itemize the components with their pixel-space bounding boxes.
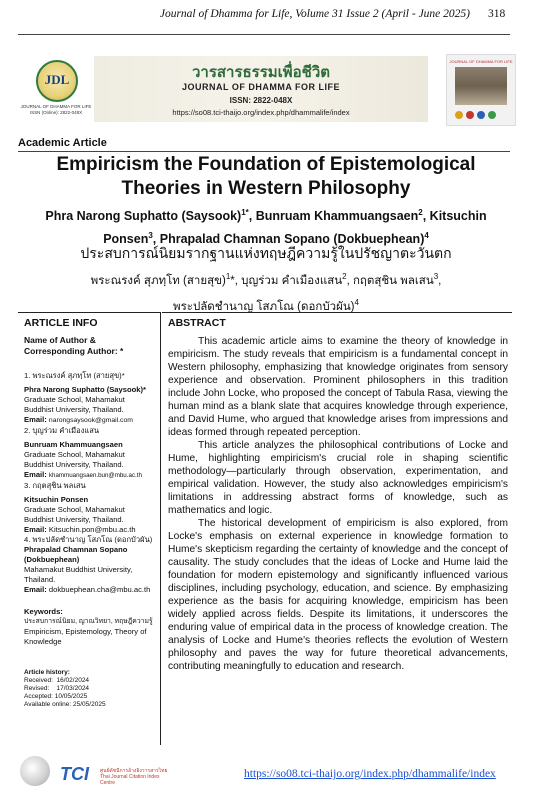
- author-email-line: [24, 415, 156, 426]
- thai-title: ประสบการณ์นิยมรากฐานแห่งทฤษฎีความรู้ในปรัชญาตะวันตก: [80, 245, 452, 261]
- email-label: Email:: [24, 470, 47, 479]
- banner-issn: ISSN: 2822-048X: [229, 96, 293, 105]
- author-name: , Kitsuchin Ponsen: [103, 209, 487, 247]
- author-thai-name: 3. กฤตสุชิน พลเสน: [24, 481, 86, 490]
- history-label: Article history:: [24, 669, 70, 676]
- author-sup: 1*: [241, 208, 249, 217]
- keywords-english: Empiricism, Epistemology, Theory of Knowledge: [24, 627, 147, 646]
- jdl-logo-text: JDL: [44, 72, 70, 87]
- history-received: Received: 16/02/2024: [24, 677, 90, 684]
- section-rule: [18, 151, 510, 152]
- email-label: Email:: [24, 585, 47, 594]
- author-name: Phra Narong Suphatto (Saysook)*: [24, 385, 146, 394]
- thai-author-sup: 1: [225, 272, 231, 281]
- author-email[interactable]: khammuangsaen.bun@mbu.ac.th: [48, 472, 142, 479]
- author-affiliation: Mahamakut Buddhist University, Thailand.: [24, 565, 133, 584]
- author-thai-name: 4. พระปลัดชำนาญ โสภโณ (ดอกบัวผัน): [24, 535, 153, 544]
- jdl-emblem-icon: [36, 60, 78, 102]
- journal-line: Journal of Dhamma for Life, Volume 31 Issue 2 (April - June 2025): [159, 8, 470, 20]
- jdl-logo: [18, 40, 94, 130]
- index-logo-icon: [488, 111, 496, 119]
- author-sup: 2: [418, 208, 423, 217]
- journal-cover-thumbnail: [446, 54, 516, 126]
- thai-author-star: *: [230, 274, 235, 287]
- logo-caption: JOURNAL OF DHAMMA FOR LIFE ISSN (Online): 2822-048X: [20, 104, 92, 115]
- author-name: Phra Narong Suphatto (Saysook): [45, 209, 242, 224]
- author-email[interactable]: Kitsuchin.pon@mbu.ac.th: [48, 525, 136, 534]
- abstract-body: [168, 335, 508, 673]
- running-header: [0, 8, 510, 20]
- author-affiliation: Graduate School, Mahamakut Buddhist University, Thailand.: [24, 395, 125, 414]
- author-email[interactable]: dokbuephean.cha@mbu.ac.th: [48, 585, 151, 594]
- thai-author: , บุญร่วม คำเมืองแสน: [234, 274, 343, 287]
- index-logo-icon: [466, 111, 474, 119]
- journal-banner: [18, 40, 514, 130]
- author-email-line: [24, 525, 156, 535]
- history-accepted: Accepted: 10/05/2025: [24, 693, 88, 700]
- author-sup: 3: [148, 231, 153, 241]
- abstract-column: [162, 312, 512, 745]
- cover-image: [455, 67, 507, 105]
- abstract-paragraph: This academic article aims to examine the theory of knowledge in empiricism. The study reveals that empiricism is a fundamental concept in Western philosophy, emphasizing that knowledge originates from sensory experience and observation. Prominent philosophers in this tradition include John Locke, who proposed the concept of Tabula Rasa, viewing the human mind as a blank slate that acquires knowledge through experience, and David Hume, who argued that knowledge arises from impressions and ideas formed through repeated perception.: [168, 336, 508, 438]
- article-type-label: Academic Article: [18, 137, 107, 149]
- author-email[interactable]: narongsaysook@gmail.com: [48, 417, 133, 424]
- keywords-label: Keywords:: [24, 607, 63, 616]
- thai-author-sup: 3: [433, 272, 439, 281]
- author-affiliation: Graduate School, Mahamakut Buddhist University, Thailand.: [24, 505, 125, 524]
- abstract-paragraph: This article analyzes the philosophical contributions of Locke and Hume, highlighting empiricism's crucial role in shaping scientific methodology—particularly through observation, experimentation, and empirical validation. However, the study also acknowledges empiricism's limitations in addressing abstract forms of knowledge, such as mathematics and logic.: [168, 440, 508, 516]
- thai-author-tail: ,: [438, 274, 442, 287]
- index-logo-icon: [455, 111, 463, 119]
- university-seal-icon: [20, 756, 50, 786]
- index-logo-icon: [477, 111, 485, 119]
- author-name: , Bunruam Khammuangsaen: [248, 209, 419, 224]
- thai-author-sup: 4: [354, 297, 359, 307]
- header-rule: [18, 34, 510, 35]
- author-affiliation: Graduate School, Mahamakut Buddhist University, Thailand.: [24, 450, 125, 469]
- author-sup: 4: [424, 231, 429, 241]
- article-info-column: [18, 312, 161, 745]
- article-title: Empiricism the Foundation of Epistemological Theories in Western Philosophy: [56, 154, 476, 199]
- cover-index-logos: [455, 111, 507, 119]
- abstract-paragraph: The historical development of empiricism is also explored, from Locke's emphasis on external experience in knowledge formation to Hume's skepticism regarding the certainty of knowledge and the concept of causality. The study concludes that the ideas of Locke and Hume laid the foundation for modern epistemology and significantly influenced various disciplines, including psychology, education, and science. By emphasizing experience as the basis for acquiring knowledge, empiricism has been widely applied across fields. Despite its limitations, it underscores the enduring value of empirical data in the process of knowledge creation. The analysis of Locke and Hume's theories reflects the evolution of Western philosophy and paves the way for future theoretical advancements, contributing meaningfully to education and research.: [168, 518, 508, 672]
- keywords-thai: ประสบการณ์นิยม, ญาณวิทยา, ทฤษฎีความรู้: [24, 618, 153, 625]
- tci-logo: TCI: [60, 764, 89, 784]
- email-label: Email:: [24, 525, 47, 534]
- tci-subtitle: ศูนย์ดัชนีการอ้างอิงวารสารไทย Thai Journal Citation Index Centre: [100, 768, 168, 786]
- banner-english-title: JOURNAL OF DHAMMA FOR LIFE: [182, 82, 340, 92]
- banner-url[interactable]: https://so08.tci-thaijo.org/index.php/dhammalife/index: [172, 108, 350, 117]
- email-label: Email:: [24, 415, 47, 424]
- page-number: 318: [488, 8, 506, 20]
- thai-author: พระณรงค์ สุภทฺโท (สายสุข): [90, 274, 226, 287]
- thai-author: พระปลัดชำนาญ โสภโณ (ดอกบัวผัน): [173, 300, 355, 313]
- author-name: Kitsuchin Ponsen: [24, 495, 89, 504]
- banner-title-block: [94, 56, 428, 122]
- author-name: , Phrapalad Chamnan Sopano (Dokbuephean): [152, 232, 425, 247]
- history-revised: Revised: 17/03/2024: [24, 685, 90, 692]
- footer-journal-link[interactable]: https://so08.tci-thaijo.org/index.php/dhammalife/index: [244, 768, 496, 780]
- authors-thai: [18, 266, 514, 318]
- banner-thai-title: วารสารธรรมเพื่อชีวิต: [191, 64, 331, 81]
- thai-author-sup: 2: [342, 272, 347, 281]
- author-email-line: [24, 585, 156, 595]
- article-info-heading: ARTICLE INFO: [24, 317, 98, 329]
- thai-author: , กฤตสุชิน พลเสน: [346, 274, 434, 287]
- author-name: Phrapalad Chamnan Sopano (Dokbuephean): [24, 545, 128, 564]
- history-available: Available online: 25/05/2025: [24, 701, 106, 708]
- author-email-line: [24, 470, 156, 481]
- article-info-body: [24, 335, 156, 709]
- abstract-heading: ABSTRACT: [168, 317, 226, 329]
- author-thai-name: 2. บุญร่วม คำเมืองแสน: [24, 426, 100, 435]
- corresponding-label: Name of Author & Corresponding Author: *: [24, 335, 124, 356]
- author-thai-name: 1. พระณรงค์ สุภทฺโท (สายสุข)*: [24, 371, 125, 380]
- author-name: Bunruam Khammuangsaen: [24, 440, 123, 449]
- cover-title: JOURNAL OF DHAMMA FOR LIFE: [449, 59, 513, 64]
